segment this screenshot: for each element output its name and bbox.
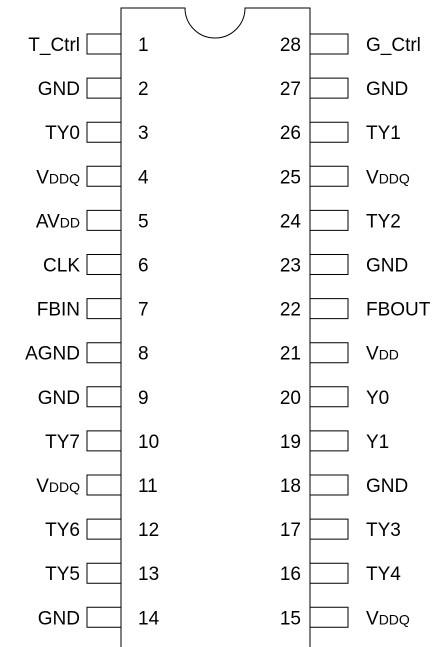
- pin-4-label-subscript: DDQ: [48, 170, 80, 187]
- chip-body-outline: [121, 8, 310, 647]
- pin-20-lead: [310, 387, 348, 407]
- pin-28-label: [366, 35, 421, 56]
- pin-13-number: 13: [138, 564, 160, 586]
- pin-25-label-text: V: [366, 167, 379, 189]
- pin-10-number: 10: [138, 431, 160, 453]
- pin-17-label: [366, 520, 401, 541]
- pin-9-number: 9: [138, 387, 149, 409]
- pin-13-label-text: TY5: [45, 564, 80, 586]
- pin-8-label-text: AGND: [25, 343, 80, 365]
- pin-12-label-text: TY6: [45, 520, 80, 542]
- pin-5-label-subscript: DD: [59, 214, 80, 231]
- pin-26-lead: [310, 122, 348, 142]
- pin-10-label: [45, 432, 80, 453]
- pin-4-label-text: V: [36, 167, 49, 189]
- pin-28-number: 28: [279, 35, 301, 56]
- pin-1-lead: [87, 34, 121, 54]
- pin-11-lead: [87, 475, 121, 495]
- pin-16-label: [366, 564, 401, 585]
- pin-15-number: 15: [279, 608, 301, 630]
- pin-20-label: [366, 388, 389, 409]
- pin-8-lead: [87, 343, 121, 363]
- pin-23-label-text: GND: [366, 255, 409, 277]
- pin-13-label: [45, 564, 80, 585]
- pin-5-number: 5: [138, 211, 149, 233]
- pin-24-label: [366, 211, 401, 232]
- pin-14-label: [38, 608, 80, 629]
- pin-8-label: [25, 344, 80, 365]
- pin-24-label-text: TY2: [366, 211, 401, 233]
- pin-19-label-text: Y1: [366, 431, 390, 453]
- pin-19-number: 19: [279, 431, 301, 453]
- pin-6-number: 6: [138, 255, 149, 277]
- pin-3-label: [45, 123, 80, 144]
- pin-10-label-text: TY7: [45, 431, 80, 453]
- pin-21-label-subscript: DD: [378, 346, 399, 363]
- pin-5-lead: [87, 210, 121, 230]
- pin-25-label: [366, 167, 410, 188]
- pin-16-number: 16: [279, 564, 301, 586]
- pin-9-label-text: GND: [37, 387, 80, 409]
- pin-22-label-text: FBOUT: [366, 299, 431, 321]
- pin-1-label-text: T_Ctrl: [28, 35, 80, 56]
- pin-3-lead: [87, 122, 121, 142]
- pin-18-lead: [310, 475, 348, 495]
- pin-7-number: 7: [138, 299, 149, 321]
- pin-27-label: [366, 79, 408, 100]
- pin-15-label-text: V: [366, 608, 379, 630]
- pin-17-lead: [310, 519, 348, 539]
- pin-27-lead: [310, 78, 348, 98]
- pin-25-number: 25: [279, 167, 301, 189]
- pin-24-number: 24: [279, 211, 301, 233]
- pin-23-label: [366, 256, 408, 277]
- pin-7-label-text: FBIN: [36, 299, 80, 321]
- pin-9-label: [38, 388, 80, 409]
- pin-1-label: [28, 35, 80, 56]
- pin-6-label: [43, 256, 80, 277]
- pin-19-label: [366, 432, 389, 453]
- pin-27-number: 27: [279, 79, 301, 101]
- pin-22-lead: [310, 299, 348, 319]
- pin-21-lead: [310, 343, 348, 363]
- pin-26-number: 26: [279, 123, 301, 145]
- pin-13-lead: [87, 563, 121, 583]
- pin-28-label-text: G_Ctrl: [366, 35, 421, 56]
- pin-4-label: [36, 167, 80, 188]
- pin-25-lead: [310, 166, 348, 186]
- pin-18-number: 18: [279, 476, 301, 497]
- pin-5-label-text: AV: [35, 211, 60, 233]
- pin-15-label: [366, 608, 410, 629]
- pin-17-label-text: TY3: [366, 520, 401, 542]
- pin-8-number: 8: [138, 343, 149, 365]
- pin-3-number: 3: [138, 123, 149, 145]
- pin-28-lead: [310, 34, 348, 54]
- pin-3-label-text: TY0: [45, 123, 80, 145]
- pin-24-lead: [310, 210, 348, 230]
- pin-15-lead: [310, 607, 348, 627]
- pin-4-lead: [87, 166, 121, 186]
- pin-15-label-subscript: DDQ: [378, 611, 410, 628]
- pin-21-label: [366, 344, 399, 365]
- pin-26-label-text: TY1: [366, 123, 401, 145]
- pin-12-lead: [87, 519, 121, 539]
- pin-5-label: [36, 211, 80, 232]
- pin-18-label: [366, 476, 408, 497]
- pin-18-label-text: GND: [366, 476, 409, 497]
- pin-6-label-text: CLK: [43, 255, 80, 277]
- pin-14-number: 14: [138, 608, 160, 630]
- pin-21-label-text: V: [366, 343, 379, 365]
- pin-23-number: 23: [279, 255, 301, 277]
- pin-11-number: 11: [138, 476, 158, 497]
- pins-layer: [25, 34, 431, 629]
- pin-22-label: [366, 300, 431, 321]
- pin-10-lead: [87, 431, 121, 451]
- pin-27-label-text: GND: [366, 79, 409, 101]
- pin-22-number: 22: [279, 299, 301, 321]
- pin-23-lead: [310, 255, 348, 275]
- pin-6-lead: [87, 255, 121, 275]
- pin-4-number: 4: [138, 167, 149, 189]
- pin-11-label-subscript: DDQ: [48, 479, 80, 495]
- pin-9-lead: [87, 387, 121, 407]
- pin-2-label-text: GND: [37, 79, 80, 101]
- pin-21-number: 21: [279, 343, 301, 365]
- pin-2-label: [38, 79, 80, 100]
- pin-7-lead: [87, 299, 121, 319]
- pin-14-label-text: GND: [37, 608, 80, 630]
- pin-11-label: [36, 476, 80, 497]
- pin-12-label: [45, 520, 80, 541]
- pin-26-label: [366, 123, 401, 144]
- pin-16-lead: [310, 563, 348, 583]
- pin-12-number: 12: [138, 520, 160, 542]
- pin-7-label: [37, 300, 80, 321]
- pin-16-label-text: TY4: [366, 564, 401, 586]
- pin-2-lead: [87, 78, 121, 98]
- pin-20-label-text: Y0: [366, 387, 390, 409]
- pin-2-number: 2: [138, 79, 149, 101]
- pin-1-number: 1: [138, 35, 149, 56]
- pin-20-number: 20: [279, 387, 301, 409]
- pin-17-number: 17: [279, 520, 301, 542]
- pin-14-lead: [87, 607, 121, 627]
- pin-19-lead: [310, 431, 348, 451]
- pin-25-label-subscript: DDQ: [378, 170, 410, 187]
- pin-11-label-text: V: [36, 476, 49, 497]
